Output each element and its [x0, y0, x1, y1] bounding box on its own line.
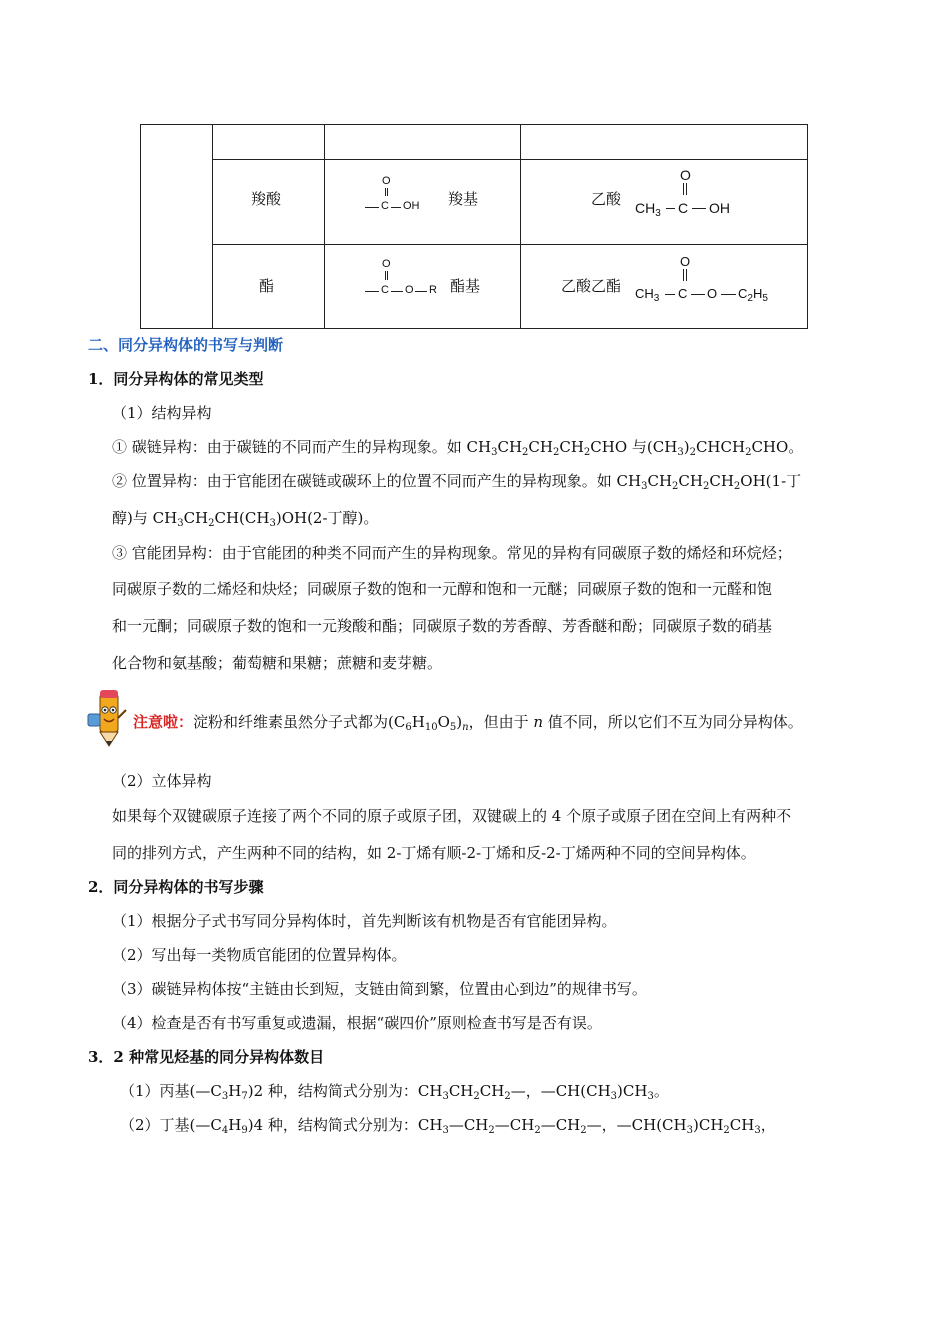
stereo-isomerism-line-1: 如果每个双键碳原子连接了两个不同的原子或原子团，双键碳上的 4 个原子或原子团在空间上有两种不 — [112, 807, 792, 825]
functional-isomerism-line-1: ③ 官能团异构：由于官能团的种类不同而产生的异构现象。常见的异构有同碳原子数的烯烃和环烷烃； — [112, 544, 792, 562]
step-4: （4）检查是否有书写重复或遗漏，根据“碳四价”原则检查书写是否有误。 — [112, 1014, 602, 1032]
butyl-isomers: （2）丁基$(—C_4H_9)4$ 种，结构简式分别为：$CH_3—CH_2—CH_2—CH_2—$，$—CH(CH_3)CH_2CH_3$， — [120, 1116, 776, 1136]
position-isomerism-line-2: 醇)与 $CH_3CH_2CH(CH_3)OH(2-$丁醇)。 — [112, 509, 379, 529]
propyl-isomers: （1）丙基$(—C_3H_7)2$ 种，结构简式分别为：$CH_3CH_2CH_2—$，$—CH(CH_3)CH_3$。 — [120, 1082, 669, 1102]
group-name-carboxyl: 羧基 — [448, 190, 479, 208]
step-3: （3）碳链异构体按“主链由长到短，支链由简到繁，位置由心到边”的规律书写。 — [112, 980, 647, 998]
functional-isomerism-line-4: 化合物和氨基酸；葡萄糖和果糖；蔗糖和麦芽糖。 — [112, 654, 443, 672]
note-text: 注意啦：淀粉和纤维素虽然分子式都为$(C_6H_{10}O_5)_n$，但由于 n 值不同，所以它们不互为同分异构体。 — [133, 713, 803, 733]
example-name-ethyl-acetate: 乙酸乙酯 — [561, 277, 622, 295]
stereo-isomerism: （2）立体异构 — [112, 772, 212, 790]
table-divider — [520, 125, 521, 328]
table-divider — [212, 159, 807, 160]
table-divider — [324, 125, 325, 328]
step-2: （2）写出每一类物质官能团的位置异构体。 — [112, 946, 407, 964]
class-name-ester: 酯 — [259, 277, 275, 295]
heading-3: 3．2 种常见烃基的同分异构体数目 — [88, 1048, 325, 1066]
example-name-acetic-acid: 乙酸 — [591, 190, 622, 208]
pencil-mascot-icon — [86, 688, 130, 748]
heading-2: 2．同分异构体的书写步骤 — [88, 878, 264, 896]
carbon-chain-isomerism: ① 碳链异构：由于碳链的不同而产生的异构现象。如 $CH_3CH_2CH_2CH_2CHO$ 与$(CH_3)_2CHCH_2CHO$。 — [112, 438, 804, 458]
heading-1: 1．同分异构体的常见类型 — [88, 370, 264, 388]
structural-isomerism: （1）结构异构 — [112, 404, 212, 422]
stereo-isomerism-line-2: 同的排列方式，产生两种不同的结构，如 2-丁烯有顺-2-丁烯和反-2-丁烯两种不同的空间异构体。 — [112, 844, 756, 862]
functional-isomerism-line-2: 同碳原子数的二烯烃和炔烃；同碳原子数的饱和一元醇和饱和一元醚；同碳原子数的饱和一元醛和饱 — [112, 580, 773, 598]
position-isomerism-line-1: ② 位置异构：由于官能团在碳链或碳环上的位置不同而产生的异构现象。如 $CH_3CH_2CH_2CH_2OH(1-$丁 — [112, 472, 802, 492]
class-name-carboxylic: 羧酸 — [251, 190, 282, 208]
table-divider — [212, 244, 807, 245]
group-name-ester: 酯基 — [450, 277, 481, 295]
functional-group-table: 羧酸 O C OH 羧基 乙酸 O $CH_3$ C OH 酯 O C O R 酯基 乙酸乙酯 O $CH_3$ C O $C_2H_5$ — [140, 124, 808, 329]
functional-isomerism-line-3: 和一元酮；同碳原子数的饱和一元羧酸和酯；同碳原子数的芳香醇、芳香醚和酚；同碳原子数的硝基 — [112, 617, 773, 635]
table-divider — [212, 125, 213, 328]
section-title: 二、同分异构体的书写与判断 — [88, 336, 284, 354]
step-1: （1）根据分子式书写同分异构体时，首先判断该有机物是否有官能团异构。 — [112, 912, 617, 930]
note-label: 注意啦： — [133, 713, 194, 731]
